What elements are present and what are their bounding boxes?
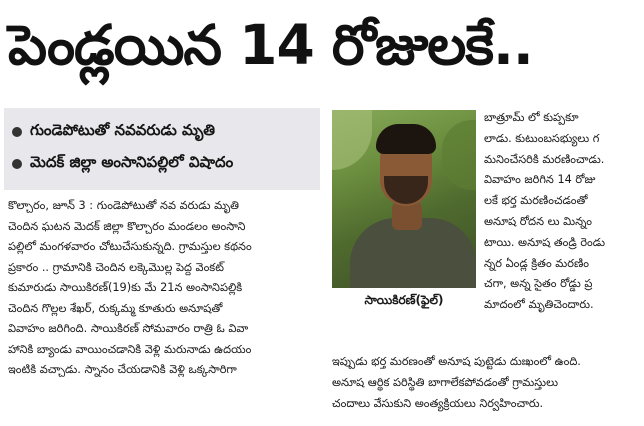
body-line: కొల్చారం, జూన్ 3 : గుండెపోటుతో నవ వరుడు మృతి	[8, 199, 239, 212]
body-line: లాడు. కుటుంబసభ్యులు గ	[484, 131, 600, 145]
body-line: ఇప్పుడు భర్త మరణంతో అనూష పుట్టెడు దుఃఖంలో ఉంది.	[332, 355, 581, 368]
body-line: చెందిన గొల్లల శేఖర్, రుక్కమ్మ కూతురు అనూషతో	[8, 301, 223, 315]
body-line: మాదంలో మృతిచెందారు.	[484, 298, 594, 312]
subhead-text: మెదక్ జిల్లా అంసానిపల్లిలో విషాదం	[30, 153, 234, 171]
body-line: చందాలు వేసుకుని అంత్యక్రియలు నిర్వహించారు.	[332, 396, 544, 410]
body-line: ప్రకారం .. గ్రామానికి చెందిన లక్కెమొల్ల పెద్ద వెంకట్	[8, 260, 224, 274]
body-line: మనించేసరికి మరణించాడు.	[484, 152, 605, 166]
bullet-icon	[12, 127, 22, 137]
article-body-right	[484, 108, 640, 352]
subhead-item	[10, 148, 314, 180]
body-line: చగా, అన్న సైతం రోడ్డు ప్ర	[484, 277, 593, 291]
body-line: ఇంటికి వచ్చాడు. స్నానం చేయడానికి వెళ్లి ఒక్కసారిగా	[8, 363, 237, 376]
portrait-photo	[332, 110, 476, 288]
body-line: బాత్రూమ్ లో కుప్పకూ	[484, 111, 579, 124]
subhead-box	[4, 108, 320, 190]
body-line: పల్లిలో మంగళవారం చోటుచేసుకున్నది. గ్రామస్తుల కథనం	[8, 240, 252, 253]
body-line: వివాహం జరిగిన 14 రోజు	[484, 173, 596, 187]
body-line: వివాహం జరిగింది. సాయికిరణ్ సోమవారం రాత్రి ఓ వివా	[8, 322, 249, 335]
article-body-bottom	[332, 352, 640, 422]
body-line: అనూష రోదన లు మిన్నం	[484, 214, 592, 228]
body-line: లకే భర్త మరణించడంతో	[484, 194, 588, 208]
body-line: అనూష ఆర్థిక పరిస్థితి బాగాలేకపోవడంతో గ్రామస్తులు	[332, 375, 559, 389]
bullet-icon	[12, 159, 22, 169]
photo-caption: సాయికిరణ్(ఫైల్)	[364, 293, 444, 307]
body-line: న్నర ఏండ్ల క్రితం మరణిం	[484, 256, 590, 270]
body-line: చెందిన ఘటన మెదక్ జిల్లా కొల్చారం మండలం అంసాని	[8, 219, 246, 233]
body-line: కుమారుడు సాయికిరణ్(19)కు మే 21న అంసానిపల్లికి	[8, 281, 243, 294]
body-line: హానికి బ్యాండు వాయించడానికి వెళ్లి మరునాడు ఉదయం	[8, 342, 252, 356]
headline: పెండ్లయిన 14 రోజులకే..	[8, 13, 533, 77]
article-body-left	[8, 196, 320, 422]
subhead-item	[10, 116, 314, 148]
body-line: టాయి. అనూష తండ్రి రెండు	[484, 235, 606, 249]
subhead-text: గుండెపోటుతో నవవరుడు మృతి	[30, 121, 216, 139]
